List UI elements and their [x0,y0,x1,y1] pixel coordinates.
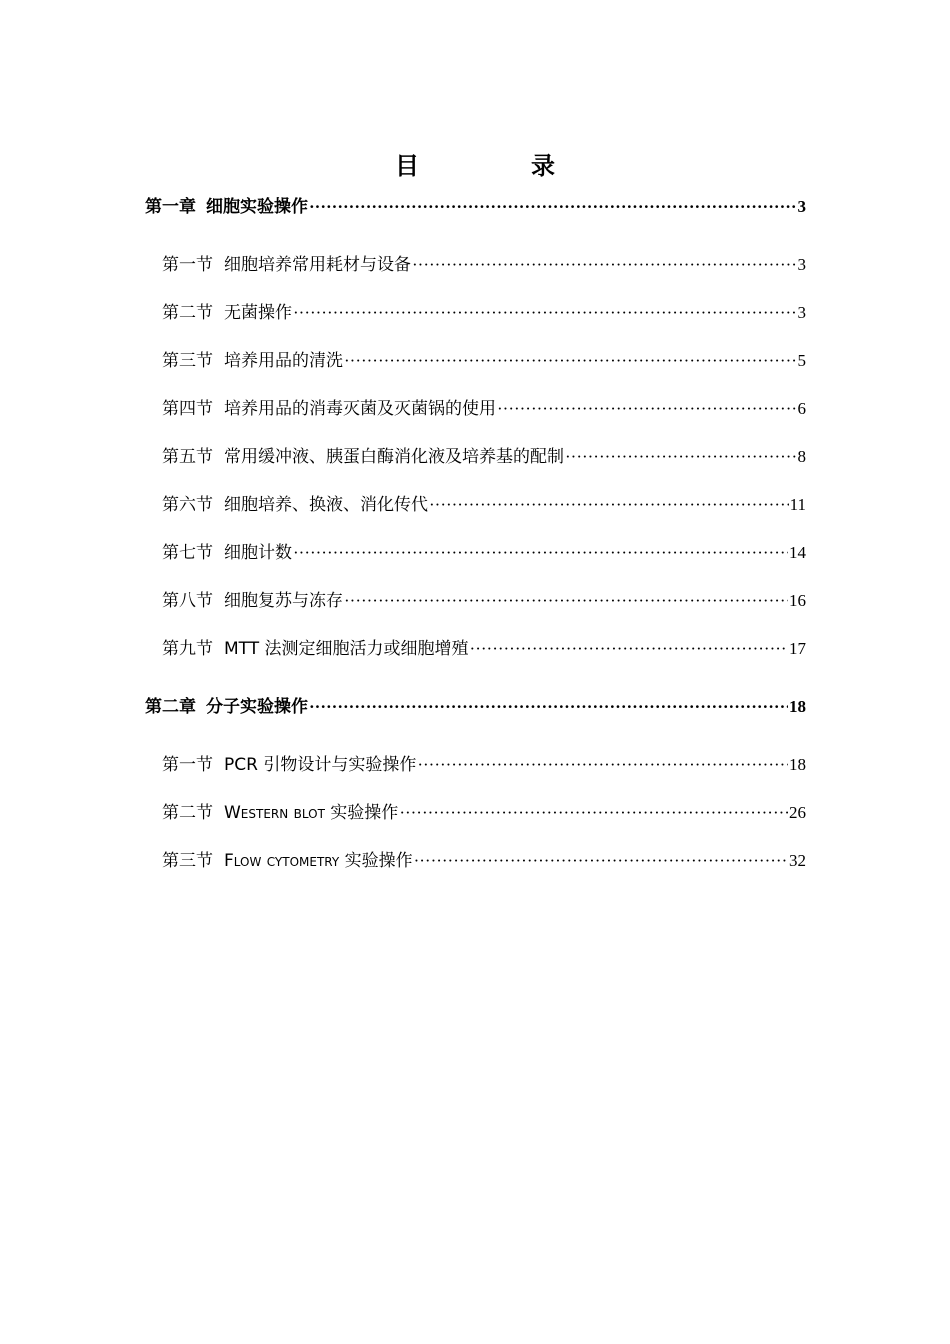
toc-leader-dots [565,446,797,468]
toc-leader-dots [293,542,788,564]
toc-entry-number: 第一章 [145,197,196,217]
toc-leader-dots [470,638,788,660]
toc-entry-number: 第三节 [162,351,213,371]
toc-entry-label: PCR 引物设计与实验操作 [224,755,417,775]
toc-leader-dots [399,802,788,824]
toc-entry-page: 16 [789,591,806,610]
toc-section-1-1[interactable] [162,254,806,276]
toc-chapter-2[interactable] [145,696,806,718]
toc-entry-number: 第七节 [162,543,213,563]
toc-entry-page: 8 [797,447,806,466]
toc-leader-dots [417,754,788,776]
toc-leader-dots [429,494,789,516]
toc-entry-label: Flow cytometry 实验操作 [224,851,413,871]
toc-entry-label: 分子实验操作 [206,697,308,717]
toc-entry-number: 第二节 [162,803,213,823]
toc-section-1-2[interactable] [162,302,806,324]
toc-entry-number: 第六节 [162,495,213,515]
toc-entry-label: 无菌操作 [224,303,292,323]
toc-section-1-7[interactable] [162,542,806,564]
toc-entry-page: 3 [797,303,806,322]
toc-section-1-5[interactable] [162,446,806,468]
toc-entry-label: MTT 法测定细胞活力或细胞增殖 [224,639,469,659]
toc-leader-dots [344,350,797,372]
toc-entry-label: 细胞培养、换液、消化传代 [224,495,428,515]
toc-section-1-4[interactable] [162,398,806,420]
toc-entry-page: 11 [789,495,806,514]
toc-entry-page: 17 [789,639,806,658]
toc-entry-number: 第五节 [162,447,213,467]
toc-entry-page: 14 [789,543,806,562]
toc-leader-dots [414,850,788,872]
toc-leader-dots [293,302,797,324]
toc-section-2-3[interactable] [162,850,806,872]
toc-section-2-2[interactable] [162,802,806,824]
toc-entry-label: 细胞实验操作 [206,197,308,217]
toc-leader-dots [344,590,788,612]
toc-entry-label: 常用缓冲液、胰蛋白酶消化液及培养基的配制 [224,447,564,467]
toc-entry-number: 第一节 [162,755,213,775]
toc-entry-page: 3 [797,197,806,216]
toc-entry-page: 18 [789,755,806,774]
toc-section-1-8[interactable] [162,590,806,612]
toc-entry-label: 细胞复苏与冻存 [224,591,343,611]
toc-entry-page: 26 [789,803,806,822]
toc-entry-number: 第三节 [162,851,213,871]
toc-leader-dots [309,196,797,218]
toc-title: 目 录 [395,152,599,180]
toc-entry-page: 6 [797,399,806,418]
toc-leader-dots [497,398,797,420]
toc-entry-label: Western blot 实验操作 [224,803,399,823]
toc-entry-page: 32 [789,851,806,870]
toc-entry-number: 第八节 [162,591,213,611]
toc-section-1-9[interactable] [162,638,806,660]
toc-entry-number: 第一节 [162,255,213,275]
toc-entry-page: 18 [789,697,806,716]
toc-entry-label: 细胞培养常用耗材与设备 [224,255,411,275]
toc-leader-dots [309,696,788,718]
toc-entry-label: 培养用品的消毒灭菌及灭菌锅的使用 [224,399,496,419]
toc-entry-number: 第二章 [145,697,196,717]
toc-leader-dots [412,254,797,276]
toc-section-2-1[interactable] [162,754,806,776]
toc-entry-number: 第四节 [162,399,213,419]
toc-entry-page: 3 [797,255,806,274]
toc-section-1-3[interactable] [162,350,806,372]
toc-entry-number: 第九节 [162,639,213,659]
toc-chapter-1[interactable] [145,196,806,218]
toc-entry-number: 第二节 [162,303,213,323]
toc-section-1-6[interactable] [162,494,806,516]
toc-entry-label: 细胞计数 [224,543,292,563]
toc-entry-label: 培养用品的清洗 [224,351,343,371]
toc-entry-page: 5 [797,351,806,370]
